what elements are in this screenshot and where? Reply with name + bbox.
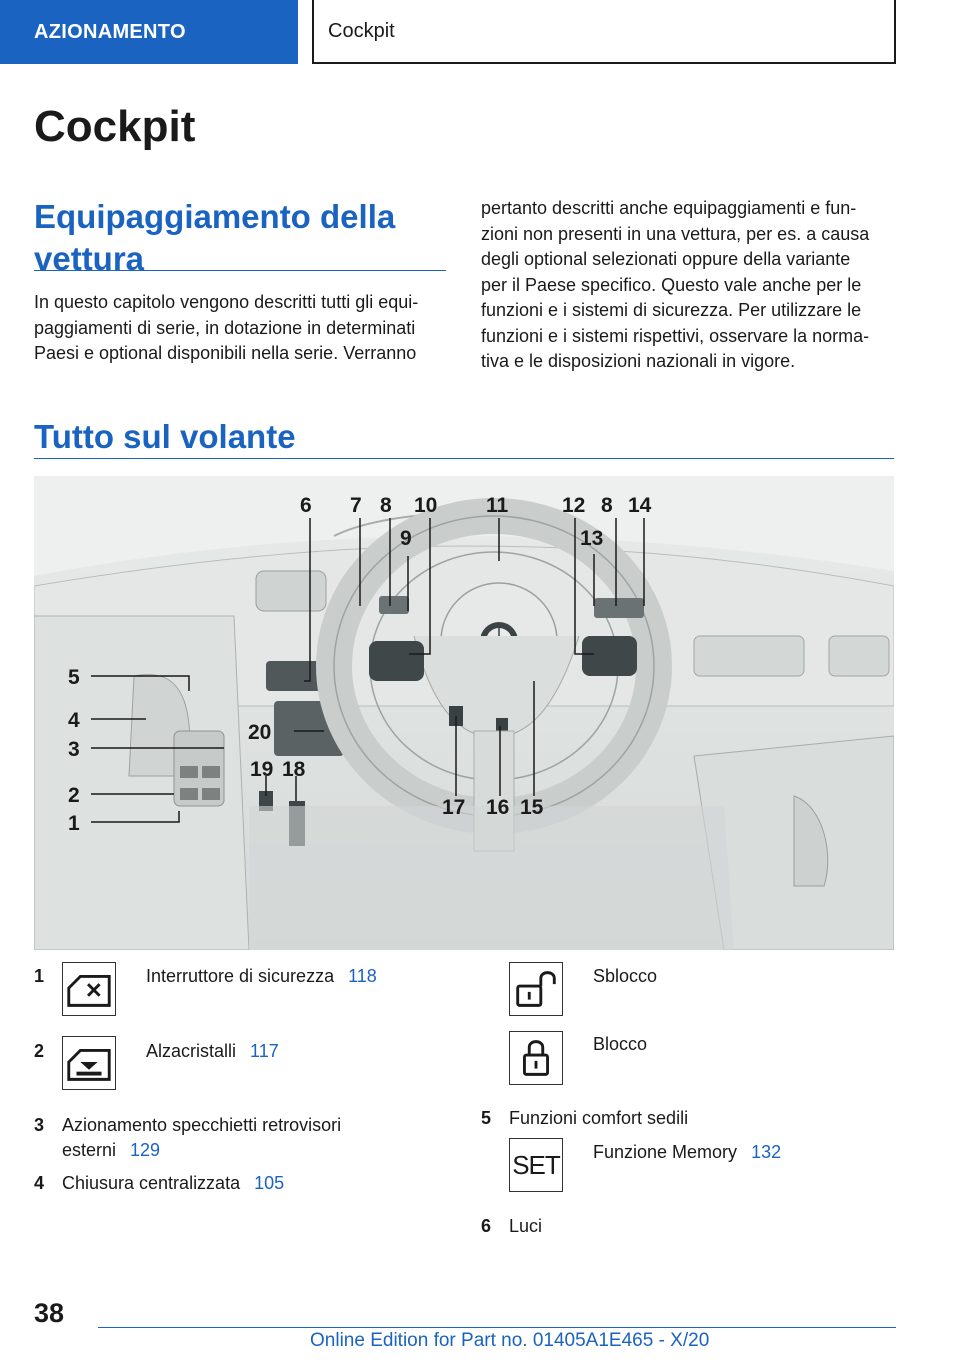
section-title-line-1: Equipaggiamento della bbox=[34, 198, 396, 235]
section-rule bbox=[34, 270, 446, 271]
text-line: pertanto descritti anche equipaggiamenti e fun- bbox=[481, 198, 857, 218]
callout-20: 20 bbox=[248, 721, 272, 744]
page-title: Cockpit bbox=[34, 102, 196, 151]
edition-footer: Online Edition for Part no. 01405A1E465 - X/20 bbox=[310, 1330, 710, 1351]
light-switch-panel bbox=[266, 661, 324, 691]
item-label: Luci bbox=[509, 1216, 543, 1236]
unlock-label: Sblocco bbox=[593, 966, 658, 986]
child-safety-window-lock-icon bbox=[62, 962, 116, 1016]
cockpit-drawing bbox=[34, 476, 894, 950]
item-label-line-2: esterni bbox=[62, 1140, 117, 1160]
text-line: In questo capitolo vengono descritti tutti gli equi- bbox=[34, 292, 419, 312]
list-item-6 bbox=[481, 1214, 881, 1239]
text-line: Paesi e optional disponibili nella serie. Verranno bbox=[34, 343, 417, 363]
power-window-icon bbox=[62, 1036, 116, 1090]
list-item-5 bbox=[481, 1106, 881, 1131]
callout-15: 15 bbox=[520, 796, 544, 819]
text-line: funzioni e i sistemi rispettivi, osservare la norma- bbox=[481, 325, 870, 346]
item-label: Interruttore di sicurezza bbox=[146, 966, 335, 986]
item-label: Funzione Memory bbox=[593, 1142, 738, 1162]
page-reference[interactable]: 129 bbox=[130, 1140, 161, 1160]
left-spoke-buttons bbox=[369, 641, 424, 681]
far-right-vent bbox=[829, 636, 889, 676]
callout-11: 11 bbox=[486, 494, 509, 517]
text-line: degli optional selezionati oppure della variante bbox=[481, 249, 851, 269]
callout-1: 1 bbox=[68, 812, 80, 835]
intro-paragraph-left bbox=[34, 290, 454, 367]
list-item-1-label bbox=[146, 964, 377, 989]
page-reference[interactable]: 105 bbox=[254, 1173, 285, 1193]
page-reference[interactable]: 118 bbox=[348, 966, 377, 986]
lock-label: Blocco bbox=[593, 1034, 648, 1054]
item-number: 5 bbox=[481, 1108, 492, 1128]
text-line: tiva e le disposizioni nazionali in vigore. bbox=[481, 351, 796, 371]
text-line: per il Paese specifico. Questo vale anche per le bbox=[481, 274, 862, 295]
item-number: 6 bbox=[481, 1216, 492, 1236]
section-rule bbox=[34, 458, 894, 459]
callout-18: 18 bbox=[282, 758, 306, 781]
callout-8: 8 bbox=[380, 494, 392, 517]
section-title-steering: Tutto sul volante bbox=[34, 418, 296, 455]
item-label: Chiusura centralizzata bbox=[62, 1173, 241, 1193]
item-number: 3 bbox=[34, 1115, 45, 1135]
callout-19: 19 bbox=[250, 758, 274, 781]
lock-icon bbox=[509, 1031, 563, 1085]
section-title-equipment bbox=[34, 196, 395, 280]
callout-3: 3 bbox=[68, 738, 80, 761]
memory-label bbox=[593, 1140, 781, 1165]
section-tab-label: AZIONAMENTO bbox=[34, 20, 186, 43]
list-item-2-label bbox=[146, 1039, 279, 1064]
item-number: 2 bbox=[34, 1041, 45, 1061]
callout-10: 10 bbox=[414, 494, 438, 517]
callout-4: 4 bbox=[68, 709, 80, 732]
item-label-line-1: Azionamento specchietti retrovisori bbox=[62, 1115, 342, 1135]
footer-rule bbox=[98, 1327, 896, 1328]
item-label: Alzacristalli bbox=[146, 1041, 237, 1061]
list-item-3 bbox=[34, 1113, 434, 1163]
item-number: 1 bbox=[34, 966, 45, 986]
section-title-line-2: vettura bbox=[34, 240, 145, 277]
text-line: zioni non presenti in una vettura, per es. a causa bbox=[481, 223, 870, 244]
page-number: 38 bbox=[34, 1298, 65, 1328]
callout-6: 6 bbox=[300, 494, 312, 517]
text-line: funzioni e i sistemi di sicurezza. Per utilizzare le bbox=[481, 300, 862, 320]
cockpit-illustration bbox=[34, 476, 894, 950]
right-vent bbox=[694, 636, 804, 676]
right-spoke-buttons bbox=[582, 636, 637, 676]
chapter-tab-label: Cockpit bbox=[328, 19, 395, 42]
set-button-icon bbox=[509, 1138, 563, 1192]
page-reference[interactable]: 117 bbox=[250, 1041, 279, 1061]
page-reference[interactable]: 132 bbox=[751, 1142, 782, 1162]
callout-16: 16 bbox=[486, 796, 510, 819]
window-switch bbox=[180, 766, 198, 778]
callout-14: 14 bbox=[628, 494, 652, 517]
callout-5: 5 bbox=[68, 666, 80, 689]
callout-9: 9 bbox=[400, 527, 412, 550]
callout-7: 7 bbox=[350, 494, 362, 517]
callout-8b: 8 bbox=[601, 494, 613, 517]
callout-17: 17 bbox=[442, 796, 466, 819]
callout-12: 12 bbox=[562, 494, 586, 517]
window-switch bbox=[202, 788, 220, 800]
intro-paragraph-right bbox=[481, 196, 896, 375]
callout-2: 2 bbox=[68, 784, 80, 807]
section-tab bbox=[0, 0, 298, 64]
item-number: 4 bbox=[34, 1173, 45, 1193]
unlock-icon bbox=[509, 962, 563, 1016]
item-label: Funzioni comfort sedili bbox=[509, 1108, 689, 1128]
set-button-text: SET bbox=[512, 1149, 560, 1180]
window-switch bbox=[180, 788, 198, 800]
text-line: paggiamenti di serie, in dotazione in determinati bbox=[34, 317, 416, 338]
window-switch bbox=[202, 766, 220, 778]
chapter-tab bbox=[312, 0, 896, 64]
callout-13: 13 bbox=[580, 527, 604, 550]
list-item-4 bbox=[34, 1171, 434, 1196]
left-vent bbox=[256, 571, 326, 611]
